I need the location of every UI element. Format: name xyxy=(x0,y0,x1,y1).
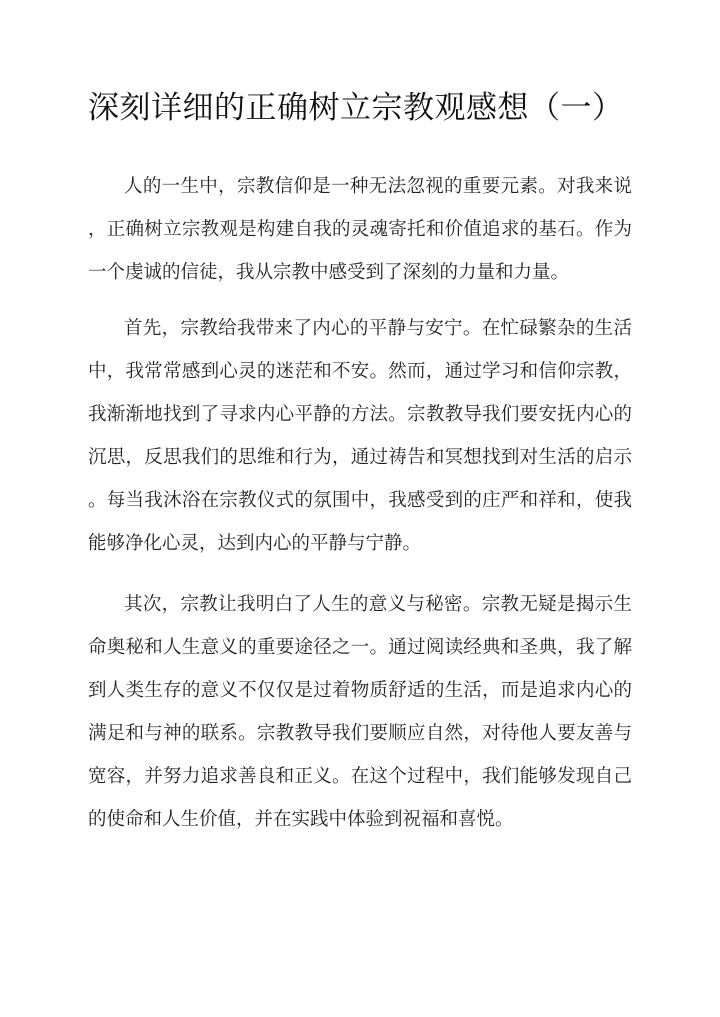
paragraph-line: 能够净化心灵，达到内心的平静与宁静。 xyxy=(88,533,422,554)
paragraph-line: 宽容，并努力追求善良和正义。在这个过程中，我们能够发现自己 xyxy=(88,766,632,787)
document-title: 深刻详细的正确树立宗教观感想（一） xyxy=(88,90,624,126)
paragraph-line: 满足和与神的联系。宗教教导我们要顺应自然，对待他人要友善与 xyxy=(88,723,632,744)
paragraph-line: 沉思，反思我们的思维和行为，通过祷告和冥想找到对生活的启示 xyxy=(88,447,632,468)
paragraph-line: 中，我常常感到心灵的迷茫和不安。然而，通过学习和信仰宗教， xyxy=(88,361,632,382)
paragraph-line: 其次，宗教让我明白了人生的意义与秘密。宗教无疑是揭示生 xyxy=(124,594,632,615)
paragraph-line: 的使命和人生价值，并在实践中体验到祝福和喜悦。 xyxy=(88,809,514,830)
paragraph-line: 命奥秘和人生意义的重要途径之一。通过阅读经典和圣典，我了解 xyxy=(88,637,632,658)
paragraph-line: 一个虔诚的信徒，我从宗教中感受到了深刻的力量和力量。 xyxy=(88,262,570,283)
paragraph-line: 人的一生中，宗教信仰是一种无法忽视的重要元素。对我来说 xyxy=(124,176,632,197)
paragraph-line: 首先，宗教给我带来了内心的平静与安宁。在忙碌繁杂的生活 xyxy=(124,318,632,339)
paragraph-line: 。每当我沐浴在宗教仪式的氛围中，我感受到的庄严和祥和，使我 xyxy=(88,490,632,511)
paragraph-line: 我渐渐地找到了寻求内心平静的方法。宗教教导我们要安抚内心的 xyxy=(88,404,632,425)
paragraph-line: 到人类生存的意义不仅仅是过着物质舒适的生活，而是追求内心的 xyxy=(88,680,632,701)
paragraph-line: ，正确树立宗教观是构建自我的灵魂寄托和价值追求的基石。作为 xyxy=(88,219,632,240)
